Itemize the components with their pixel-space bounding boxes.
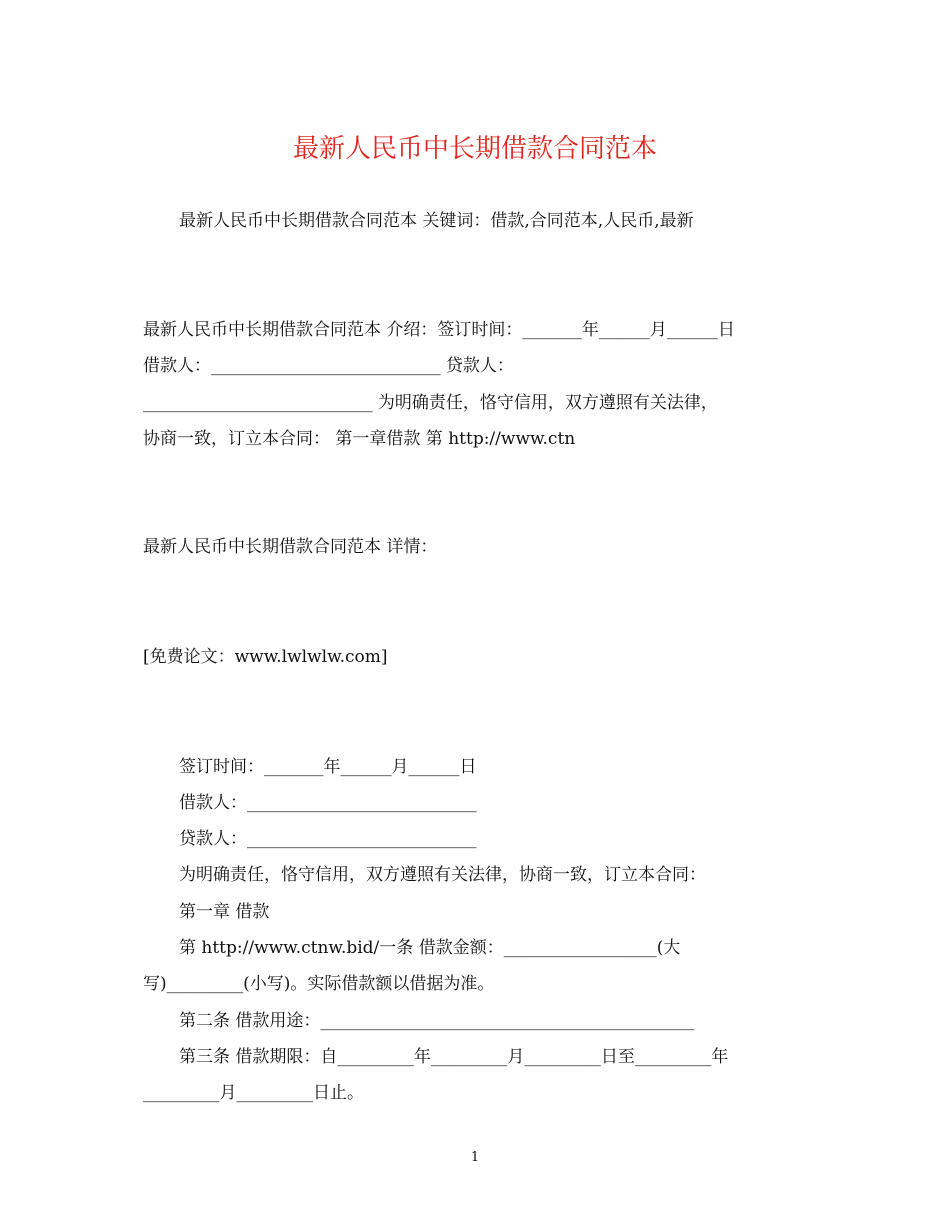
article-1-line-1: 第 http://www.ctnw.bid/一条 借款金额：__________________(大 — [179, 938, 681, 958]
article-2-line: 第二条 借款用途：____________________________________________ — [179, 1011, 695, 1031]
article-3-line-1: 第三条 借款期限：自_________年_________月_________日至_________年 — [179, 1047, 729, 1067]
page-number: 1 — [470, 1150, 480, 1165]
sign-date-line: 签订时间：_______年______月______日 — [179, 757, 477, 777]
intro-line-1: 最新人民币中长期借款合同范本 介绍：签订时间：_______年______月______日 — [143, 320, 735, 340]
document-title: 最新人民币中长期借款合同范本 — [292, 134, 657, 164]
details-label: 最新人民币中长期借款合同范本 详情： — [143, 537, 438, 557]
article-1-line-2: 写)_________(小写)。实际借款额以借据为准。 — [143, 974, 495, 994]
source-note: [免费论文：www.lwlwlw.com] — [143, 647, 388, 667]
article-3-line-2: _________月_________日止。 — [143, 1083, 364, 1103]
lender-line: 贷款人：___________________________ — [179, 829, 477, 849]
intro-line-4: 协商一致，订立本合同： 第一章借款 第 http://www.ctn — [143, 429, 576, 449]
borrower-line: 借款人：___________________________ — [179, 793, 477, 813]
chapter-1-heading: 第一章 借款 — [179, 902, 270, 922]
intro-line-2: 借款人：___________________________ 贷款人： — [143, 356, 514, 376]
intro-line-3: ___________________________ 为明确责任，恪守信用，双方遵照有关法律， — [143, 393, 718, 413]
preamble-line: 为明确责任，恪守信用，双方遵照有关法律，协商一致，订立本合同： — [179, 865, 706, 885]
keywords-line: 最新人民币中长期借款合同范本 关键词：借款,合同范本,人民币,最新 — [179, 211, 694, 231]
